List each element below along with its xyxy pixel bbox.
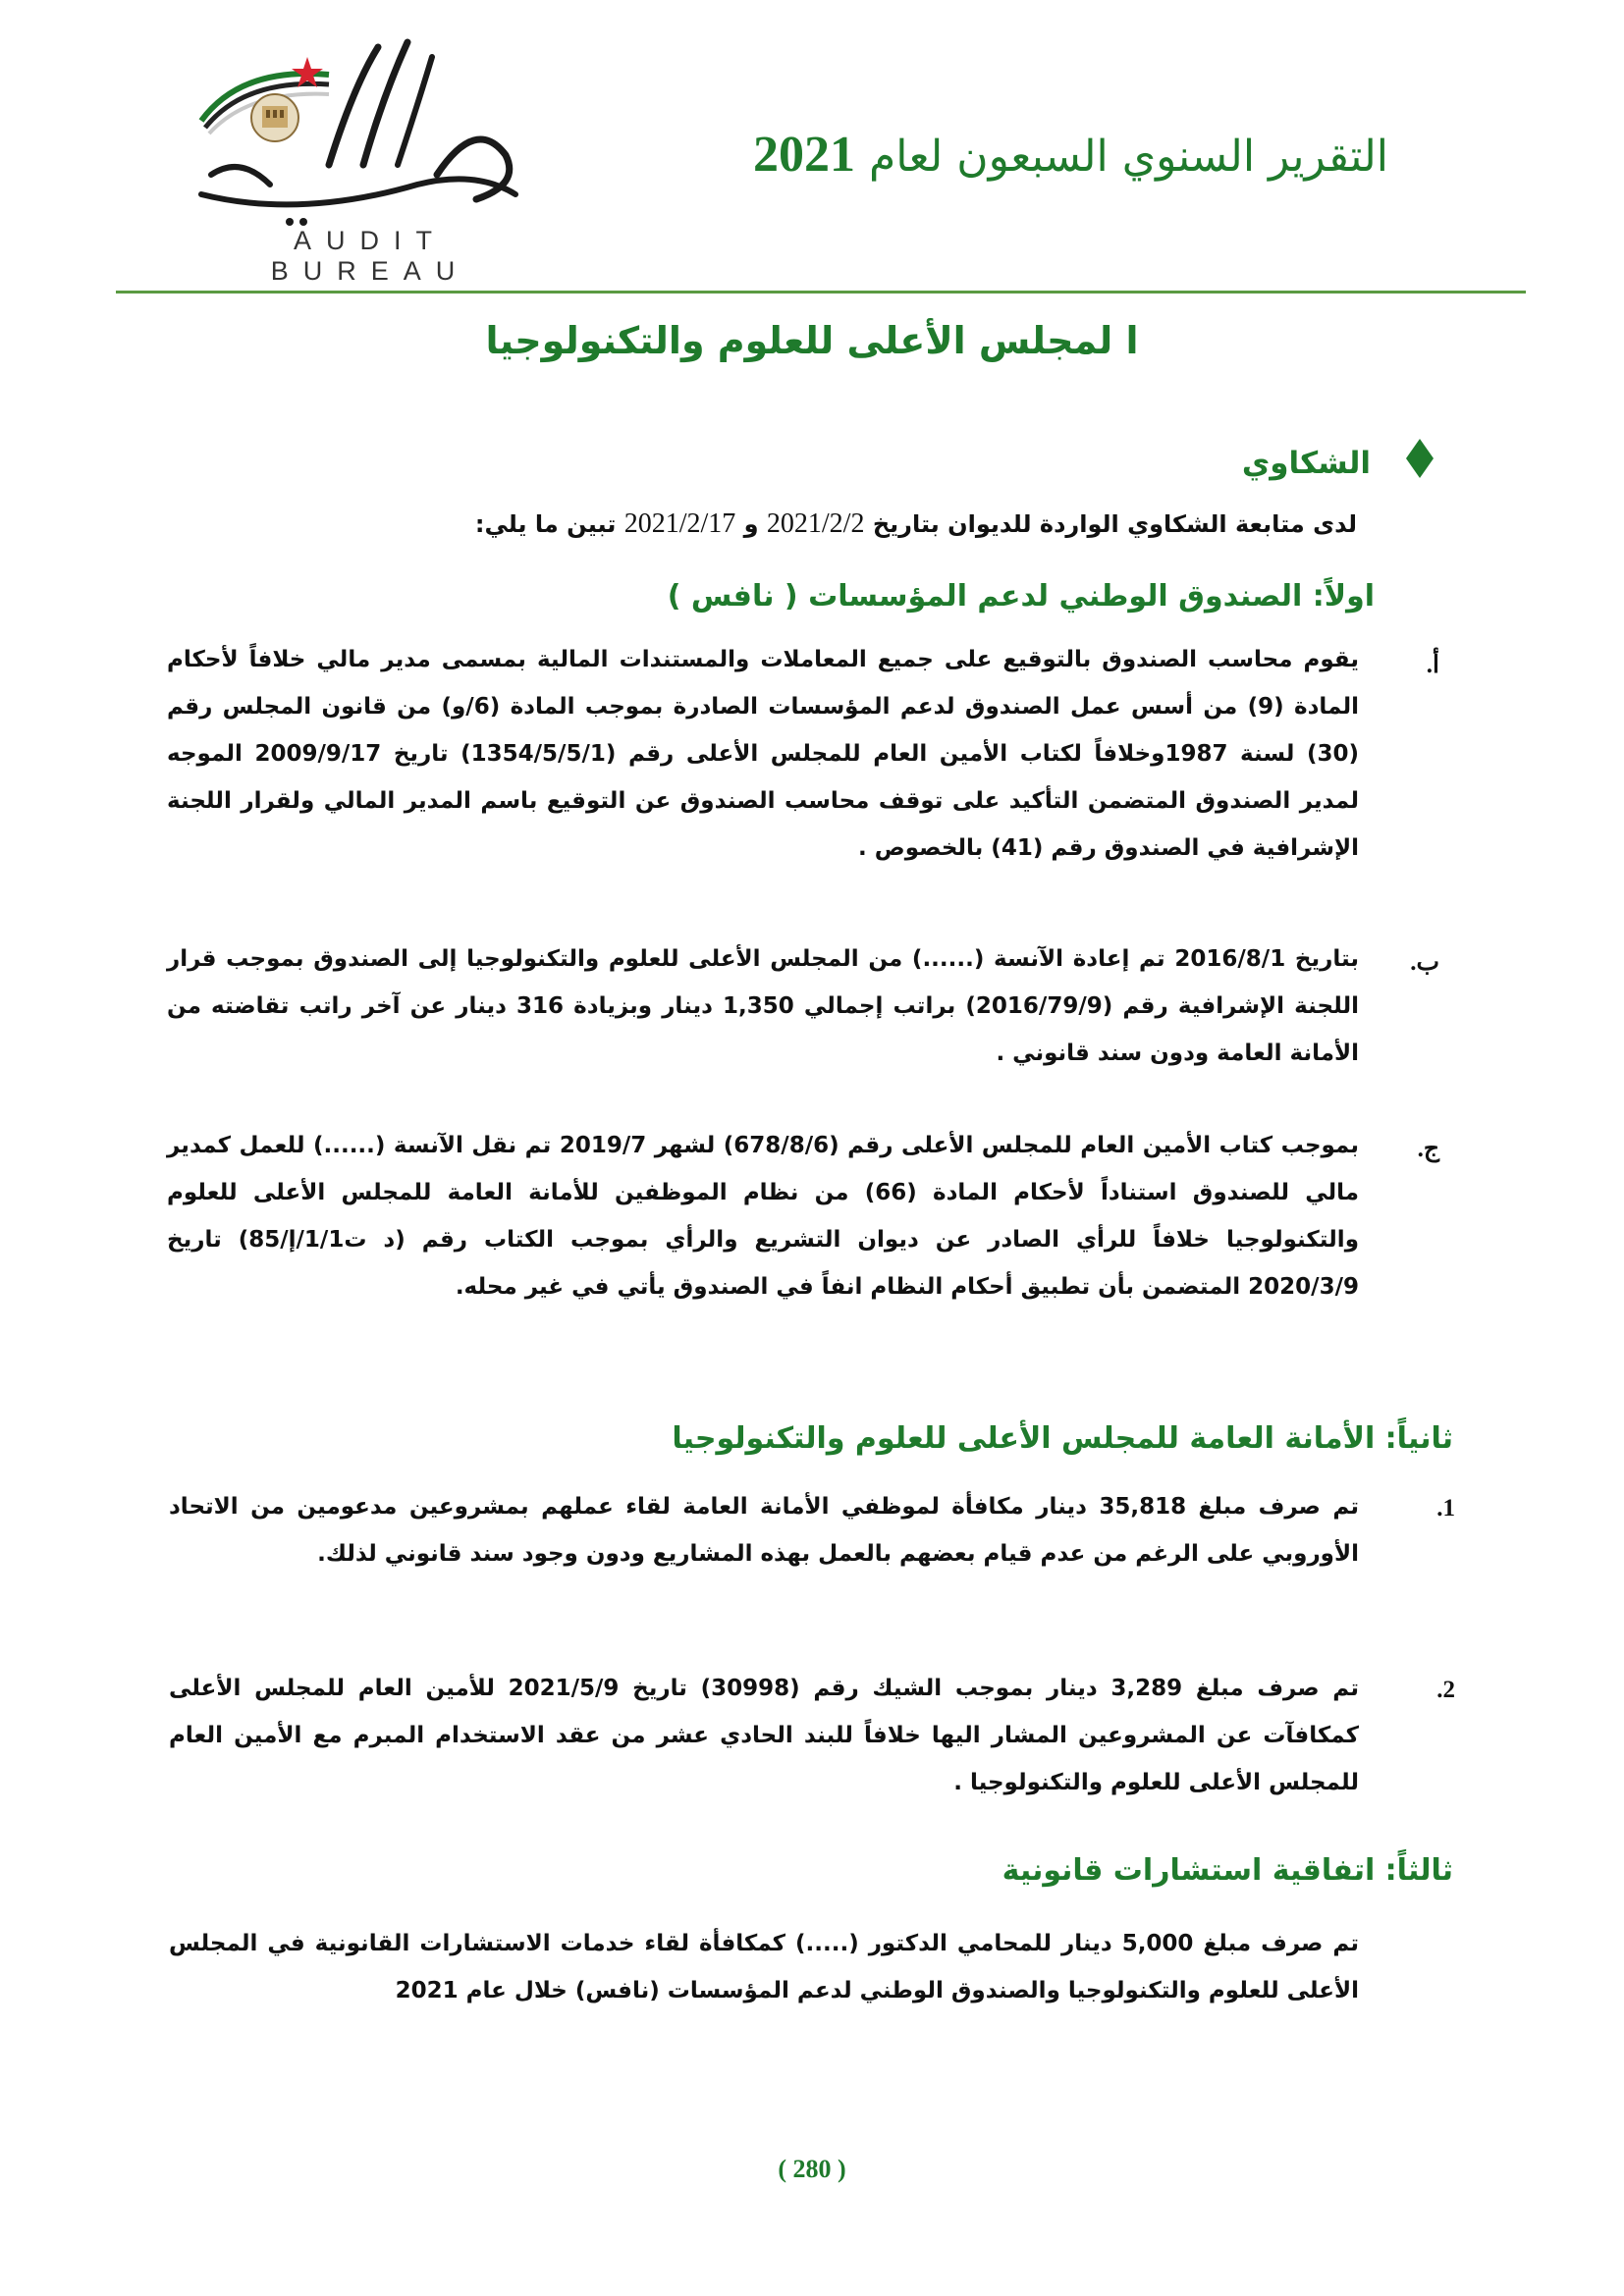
intro-and: و — [735, 510, 767, 538]
logo-caption: AUDIT BUREAU — [270, 226, 470, 286]
report-year: 2021 — [753, 127, 856, 183]
header-rule — [116, 291, 1526, 294]
page-number: ( 280 ) — [778, 2155, 846, 2183]
report-title-text: التقرير السنوي السبعون لعام — [869, 132, 1388, 182]
complaints-heading: الشكاوي — [1241, 446, 1371, 481]
report-title — [753, 126, 1388, 184]
paragraph-item-1: تم صرف مبلغ 35,818 دينار مكافأة لموظفي الأمانة العامة لقاء عملهم بمشروعين مدعومين من الاتحاد الأوروبي على الرغم من عدم قيام بعضهم بالعمل بهذه المشاريع ودون وجود سند قانوني لذلك. — [169, 1494, 1359, 1567]
paragraph-item-a: يقوم محاسب الصندوق بالتوقيع على جميع المعاملات والمستندات المالية بمسمى مدير مالي خلافاً لأحكام المادة (9) من أسس عمل الصندوق لدعم المؤسسات الصادرة بموجب المادة (6/و) من قانون المجلس رقم (30) لسنة 1987وخلافاً لكتاب الأمين العام للمجلس الأعلى رقم (1354/5/5/1) تاريخ 2009/9/17 الموجه لمدير الصندوق المتضمن التأكيد على توقف محاسب الصندوق عن التوقيع باسم المدير المالي ولقرار اللجنة الإشرافية في الصندوق رقم (41) بالخصوص . — [167, 647, 1359, 861]
page-title: ا لمجلس الأعلى للعلوم والتكنولوجيا — [485, 319, 1139, 362]
diamond-bullet-icon — [1406, 439, 1434, 478]
item-marker: ج. — [1417, 1136, 1439, 1162]
intro-date-1: 2021/2/2 — [766, 508, 865, 539]
paragraph-item-2: تم صرف مبلغ 3,289 دينار بموجب الشيك رقم (30998) تاريخ 2021/5/9 للأمين العام للمجلس الأعلى كمكافآت عن المشروعين المشار اليها خلافاً للبند الحادي عشر من عقد الاستخدام المبرم مع الأمين العام للمجلس الأعلى للعلوم والتكنولوجيا . — [169, 1676, 1359, 1795]
section-heading-second: ثانياً: الأمانة العامة للمجلس الأعلى للعلوم والتكنولوجيا — [672, 1421, 1453, 1456]
item-marker: 2. — [1436, 1677, 1455, 1703]
item-marker: ب. — [1410, 949, 1439, 976]
paragraph-item-b: بتاريخ 2016/8/1 تم إعادة الآنسة (......) من المجلس الأعلى للعلوم والتكنولوجيا إلى الصندوق بموجب قرار اللجنة الإشرافية رقم (2016/79/9) براتب إجمالي 1,350 دينار وبزيادة 316 دينار عن آخر راتب تقاضته من الأمانة العامة ودون سند قانوني . — [167, 946, 1359, 1066]
intro-date-2: 2021/2/17 — [623, 508, 736, 539]
section-heading-first: اولاً: الصندوق الوطني لدعم المؤسسات ( نافس ) — [667, 579, 1375, 614]
item-marker: أ. — [1426, 652, 1439, 678]
intro-before: لدى متابعة الشكاوي الواردة للديوان بتاريخ — [864, 510, 1357, 538]
paragraph-item-c: بموجب كتاب الأمين العام للمجلس الأعلى رقم (678/8/6) لشهر 2019/7 تم نقل الآنسة (......) للعمل كمدير مالي للصندوق استناداً لأحكام المادة (66) من نظام الموظفين للأمانة العامة للمجلس الأعلى للعلوم والتكنولوجيا خلافاً للرأي الصادر عن ديوان التشريع والرأي بموجب الكتاب رقم (د ت1/1/إ/85) تاريخ 2020/3/9 المتضمن بأن تطبيق أحكام النظام انفاً في الصندوق يأتي في غير محله. — [167, 1133, 1359, 1300]
paragraph-third: تم صرف مبلغ 5,000 دينار للمحامي الدكتور (.....) كمكافأة لقاء خدمات الاستشارات القانونية في المجلس الأعلى للعلوم والتكنولوجيا والصندوق الوطني لدعم المؤسسات (نافس) خلال عام 2021 — [169, 1931, 1359, 2003]
intro-after: تبين ما يلي: — [474, 510, 624, 538]
item-marker: 1. — [1436, 1495, 1455, 1522]
section-heading-third: ثالثاً: اتفاقية استشارات قانونية — [1001, 1853, 1453, 1888]
complaints-intro — [475, 508, 1357, 540]
